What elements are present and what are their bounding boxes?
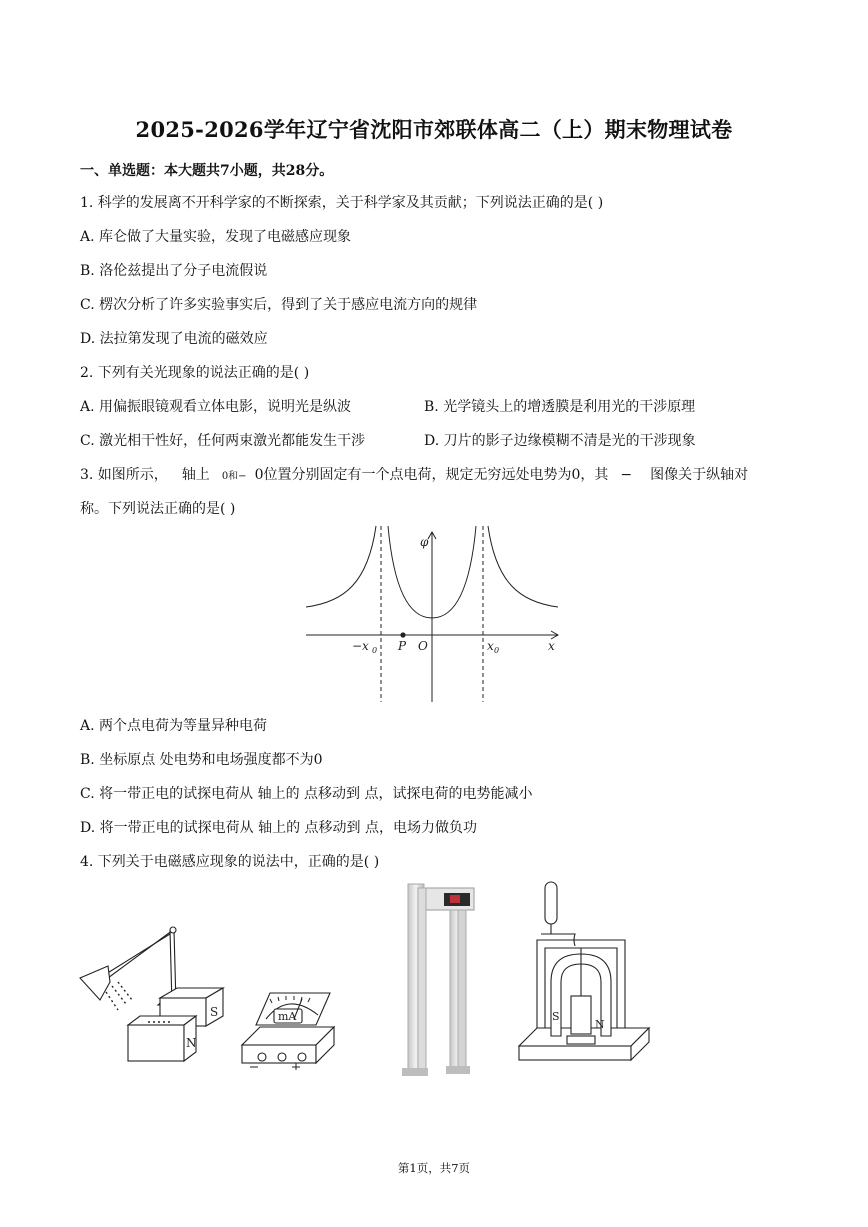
q1-option-a: A. 库仑做了大量实验，发现了电磁感应现象 xyxy=(80,229,352,245)
x0-subscript: 0 xyxy=(494,646,500,655)
q3-stem-part6: 图像关于纵轴对 xyxy=(650,467,749,483)
q3-stem-line1 xyxy=(80,466,748,486)
q3-stem-part2: 轴上 xyxy=(181,467,210,483)
q3-option-b: B. 坐标原点 处电势和电场强度都不为0 xyxy=(80,752,323,768)
q2-option-c: C. 激光相干性好，任何两束激光都能发生干涉 xyxy=(80,433,366,449)
q3-option-c: C. 将一带正电的试探电荷从 轴上的 点移动到 点，试探电荷的电势能减小 xyxy=(80,786,533,802)
metal-detector-figure xyxy=(394,880,489,1080)
origin-label: O xyxy=(418,639,428,653)
q3-stem-part5: − xyxy=(620,467,633,483)
phi-label: φ xyxy=(420,535,429,549)
section-heading: 一、单选题：本大题共7小题，共28分。 xyxy=(80,163,334,179)
induction-lamp-figure xyxy=(78,920,243,1070)
page-title: 2025-2026学年辽宁省沈阳市郊联体高二（上）期末物理试卷 xyxy=(135,117,733,142)
q3-stem-part3: 0和− xyxy=(221,471,247,482)
q1-option-b: B. 洛伦兹提出了分子电流假说 xyxy=(80,263,268,279)
potential-graph xyxy=(300,522,570,707)
q3-stem-line2: 称。下列说法正确的是( ) xyxy=(80,501,236,517)
neg-x0-subscript: 0 xyxy=(372,646,378,655)
q3-stem-part4: 0位置分别固定有一个点电荷，规定无穷远处电势为0，其 xyxy=(254,467,609,483)
q1-option-c: C. 楞次分析了许多实验事实后，得到了关于感应电流方向的规律 xyxy=(80,297,478,313)
q3-stem-part1: 3. 如图所示， xyxy=(80,467,168,483)
q2-option-b: B. 光学镜头上的增透膜是利用光的干涉原理 xyxy=(424,399,696,415)
fig3-s-label: S xyxy=(552,1010,560,1023)
q2-option-d: D. 刀片的影子边缘模糊不清是光的干涉现象 xyxy=(424,433,696,449)
q1-stem: 1. 科学的发展离不开科学家的不断探索，关于科学家及其贡献；下列说法正确的是( ) xyxy=(80,195,604,211)
meter-ma-label: mA xyxy=(278,1010,297,1023)
pendulum-apparatus-figure xyxy=(515,878,665,1073)
fig1-s-label: S xyxy=(210,1005,219,1019)
point-p-marker xyxy=(400,632,405,637)
q3-option-a: A. 两个点电荷为等量异种电荷 xyxy=(80,718,268,734)
q1-option-d: D. 法拉第发现了电流的磁效应 xyxy=(80,331,268,347)
fig3-n-label: N xyxy=(595,1018,605,1031)
q2-option-a: A. 用偏振眼镜观看立体电影，说明光是纵波 xyxy=(80,399,352,415)
x0-label: x xyxy=(487,639,494,653)
galvanometer-figure xyxy=(236,985,341,1070)
q2-stem: 2. 下列有关光现象的说法正确的是( ) xyxy=(80,365,310,381)
page-footer: 第1页，共7页 xyxy=(397,1161,471,1175)
x-label: x xyxy=(548,639,555,653)
curve-left-branch xyxy=(306,526,376,607)
q4-stem: 4. 下列关于电磁感应现象的说法中，正确的是( ) xyxy=(80,854,380,870)
p-label: P xyxy=(398,639,407,653)
curve-right-branch xyxy=(488,526,558,607)
neg-x0-label: −x xyxy=(352,639,369,653)
q3-option-d: D. 将一带正电的试探电荷从 轴上的 点移动到 点，电场力做负功 xyxy=(80,820,477,836)
fig1-n-label: N xyxy=(186,1036,197,1050)
